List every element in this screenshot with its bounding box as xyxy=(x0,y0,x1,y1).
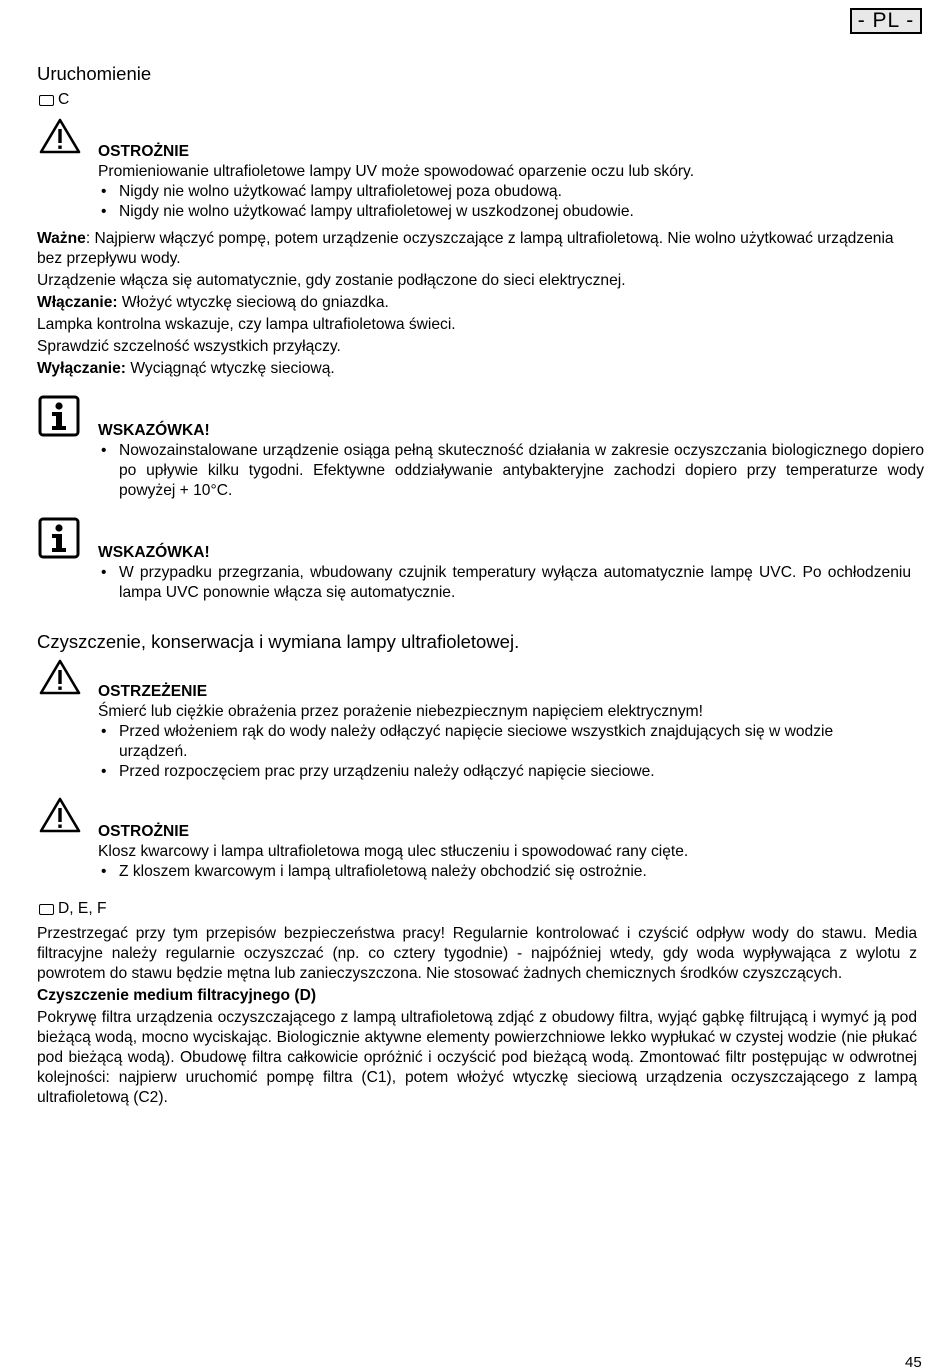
figure-reference-def xyxy=(39,899,107,919)
switch-off-label: Wyłączanie: xyxy=(37,360,126,377)
switch-on-text: Włożyć wtyczkę sieciową do gniazdka. xyxy=(117,294,389,311)
caution-bullet-list xyxy=(98,182,928,222)
caution-bullet-list xyxy=(98,862,924,882)
caution-block-uv xyxy=(98,142,928,222)
note-title: WSKAZÓWKA! xyxy=(98,422,210,439)
list-item: • Nigdy nie wolno użytkować lampy ultrafioletowej poza obudową. xyxy=(98,182,928,202)
caution-block-glass xyxy=(98,822,924,882)
figure-ref-label: C xyxy=(58,91,70,108)
list-item: • Nowozainstalowane urządzenie osiąga pełną skuteczność działania w zakresie oczyszczania biologicznego dopiero po upływie kilku tygodni. Efektywne oddziaływanie antybakteryjne zachodzi dopiero przy temperaturze wody powyżej + 10°C. xyxy=(98,441,924,501)
auto-start-text: Urządzenie włącza się automatycznie, gdy zostanie podłączone do sieci elektrycznej. xyxy=(37,272,626,289)
section-title-startup: Uruchomienie xyxy=(37,63,152,84)
figure-box-icon xyxy=(39,95,54,106)
caution-title: OSTROŻNIE xyxy=(98,823,189,840)
switch-off-text: Wyciągnąć wtyczkę sieciową. xyxy=(125,360,335,377)
switch-on-paragraph xyxy=(37,293,923,313)
page-number: 45 xyxy=(905,1354,922,1371)
cleaning-instructions xyxy=(37,924,917,1108)
caution-title: OSTROŻNIE xyxy=(98,143,189,160)
warning-triangle-icon xyxy=(38,658,82,696)
figure-ref-label: D, E, F xyxy=(58,900,107,917)
important-paragraph xyxy=(37,229,923,269)
warning-block-electric xyxy=(98,682,898,782)
switch-on-label: Włączanie: xyxy=(37,294,118,311)
filter-cleaning-paragraph: Pokrywę filtra urządzenia oczyszczającego z lampą ultrafioletową zdjąć z obudowy filtra, wyjąć gąbkę filtrującą i wymyć ją pod bieżącą wodą, mocno wyciskając. Biologicznie aktywne elementy powierzchniowe lekko wypłukać w czystej wodzie (nie płukać pod bieżącą wodą). Obudowę filtra całkowicie opróżnić i oczyścić pod bieżącą wodą. Zmontować filtr postępując w odwrotnej kolejności: najpierw uruchomić pompę filtra (C1), potem włożyć wtyczkę sieciową urządzenia oczyszczającego z lampą ultrafioletową (C2). xyxy=(37,1009,917,1106)
subheading-filter-cleaning: Czyszczenie medium filtracyjnego (D) xyxy=(37,987,317,1004)
important-text: : Najpierw włączyć pompę, potem urządzenie oczyszczające z lampą ultrafioletową. Nie wolno użytkować urządzenia bez przepływu wody. xyxy=(37,230,894,267)
info-note-icon xyxy=(38,395,80,437)
warning-title: OSTRZEŻENIE xyxy=(98,683,208,700)
language-badge: - PL - xyxy=(850,8,922,34)
note-bullet-list xyxy=(98,441,924,501)
note-block-efficiency xyxy=(98,421,924,501)
section-title-cleaning: Czyszczenie, konserwacja i wymiana lampy ultrafioletowej. xyxy=(37,631,520,652)
important-label: Ważne xyxy=(37,230,86,247)
switch-off-paragraph xyxy=(37,359,923,379)
note-bullet-list xyxy=(98,563,911,603)
caution-text: Promieniowanie ultrafioletowe lampy UV może spowodować oparzenie oczu lub skóry. xyxy=(98,163,695,180)
startup-instructions xyxy=(37,229,923,379)
warning-text: Śmierć lub ciężkie obrażenia przez porażenie niebezpiecznym napięciem elektrycznym! xyxy=(98,703,703,720)
warning-triangle-icon xyxy=(38,117,82,155)
list-item: • Nigdy nie wolno użytkować lampy ultrafioletowej w uszkodzonej obudowie. xyxy=(98,202,928,222)
figure-reference-c xyxy=(39,90,69,110)
safety-paragraph: Przestrzegać przy tym przepisów bezpieczeństwa pracy! Regularnie kontrolować i czyścić odpływ wody do stawu. Media filtracyjne należy regularnie oczyszczać (np. co cztery tygodnie) - najpóźniej wtedy, gdy woda wypływająca z wylotu z powrotem do stawu będzie mętna lub zanieczyszczona. Nie stosować żadnych chemicznych środków czyszczących. xyxy=(37,925,917,982)
list-item: • Przed rozpoczęciem prac przy urządzeniu należy odłączyć napięcie sieciowe. xyxy=(98,762,898,782)
list-item: • Z kloszem kwarcowym i lampą ultrafioletową należy obchodzić się ostrożnie. xyxy=(98,862,924,882)
warning-bullet-list xyxy=(98,722,898,782)
caution-text: Klosz kwarcowy i lampa ultrafioletowa mogą ulec stłuczeniu i spowodować rany cięte. xyxy=(98,843,689,860)
note-block-overheating xyxy=(98,543,911,603)
note-title: WSKAZÓWKA! xyxy=(98,544,210,561)
figure-box-icon xyxy=(39,904,54,915)
indicator-lamp-text: Lampka kontrolna wskazuje, czy lampa ultrafioletowa świeci. xyxy=(37,316,456,333)
check-connections-text: Sprawdzić szczelność wszystkich przyłączy. xyxy=(37,338,341,355)
list-item: • W przypadku przegrzania, wbudowany czujnik temperatury wyłącza automatycznie lampę UVC. Po ochłodzeniu lampa UVC ponownie włącza się automatycznie. xyxy=(98,563,911,603)
warning-triangle-icon xyxy=(38,796,82,834)
list-item: • Przed włożeniem rąk do wody należy odłączyć napięcie sieciowe wszystkich znajdujących się w wodzie urządzeń. xyxy=(98,722,898,762)
info-note-icon xyxy=(38,517,80,559)
